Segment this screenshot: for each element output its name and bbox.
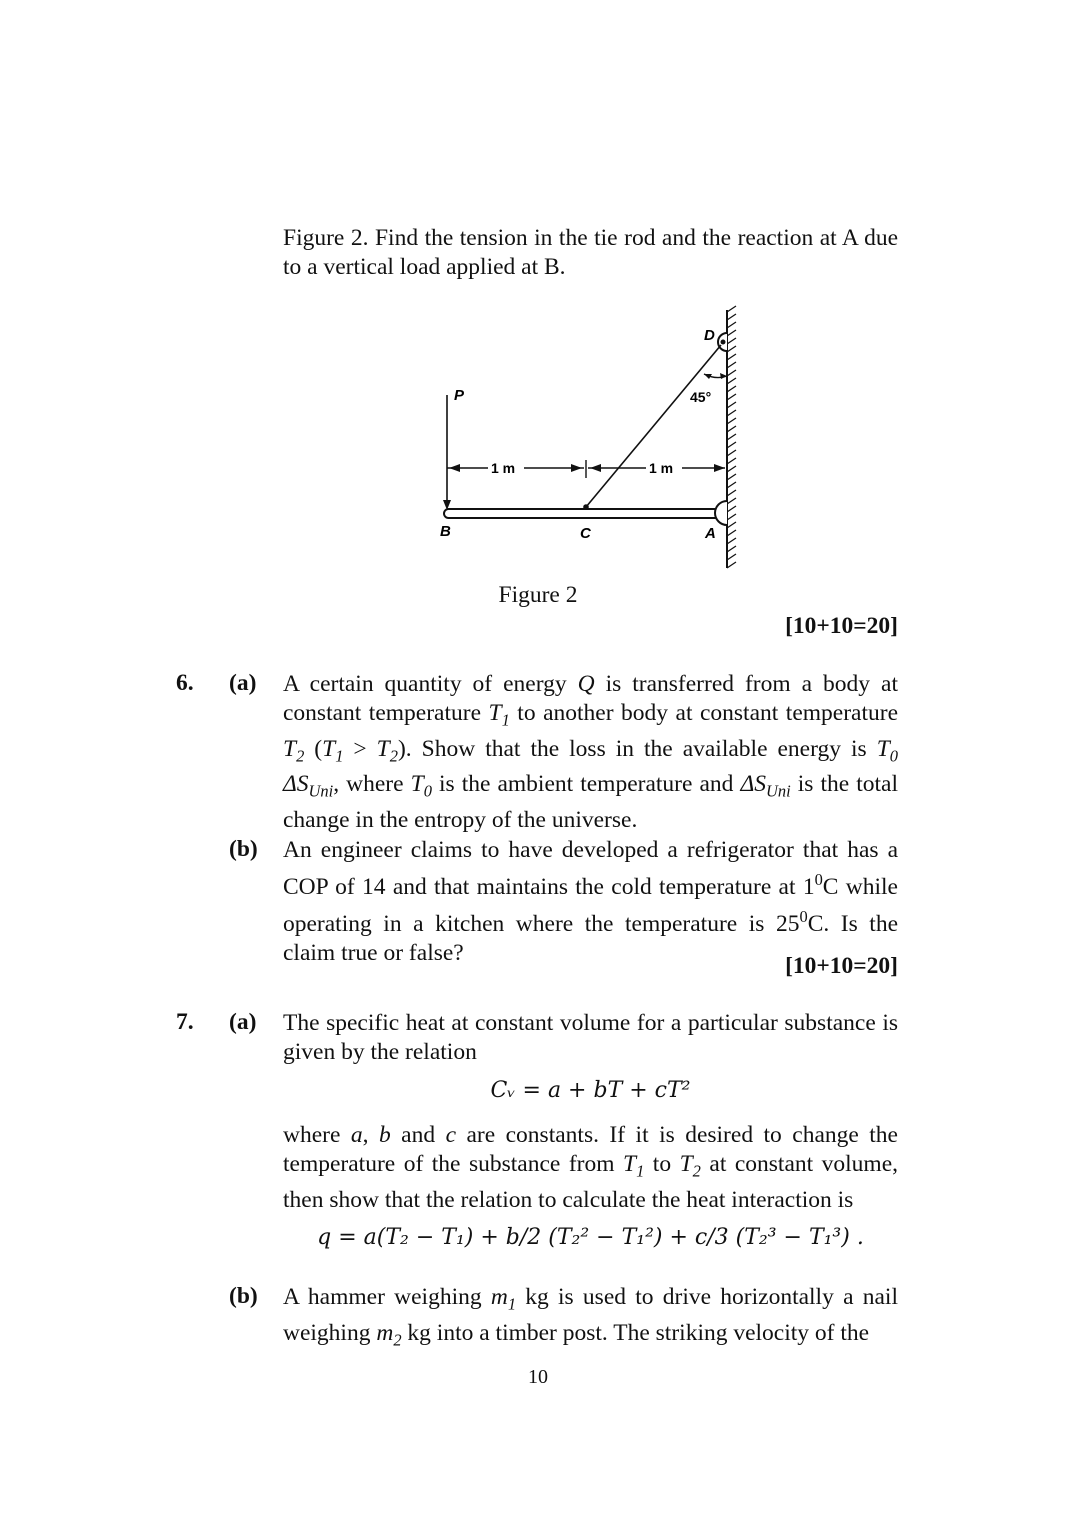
q6-part-b-text: An engineer claims to have developed a refrigerator that has a COP of 14 and that maintains the cold temperature at $1^0C$ while operating in a kitchen where the temperature is $25^0C$. Is the claim true or false? bbox=[283, 837, 899, 966]
figure-2-diagram bbox=[420, 300, 750, 575]
q7-part-a-label: (a) bbox=[229, 1009, 257, 1035]
question-6-number: 6. bbox=[176, 670, 194, 696]
equation-heat: q = a(T₂ − T₁) + b/2 (T₂² − T₁²) + c/3 (T₂³ − T₁³) . bbox=[317, 1225, 864, 1250]
page-number: 10 bbox=[528, 1366, 548, 1388]
equation-cv: Cᵥ = a + bT + cT² bbox=[490, 1078, 691, 1103]
label-B: B bbox=[440, 523, 451, 540]
hinge-A bbox=[715, 501, 727, 525]
tie-rod bbox=[586, 345, 721, 507]
marks-q6: [10+10=20] bbox=[785, 953, 898, 979]
point-C bbox=[583, 504, 589, 510]
figure-caption: Figure 2 bbox=[498, 582, 578, 608]
label-A: A bbox=[705, 525, 716, 542]
q7-part-a-text: The specific heat at constant volume for a particular substance is given by the relation bbox=[283, 1010, 898, 1065]
label-angle: 45° bbox=[690, 389, 712, 405]
label-dim1: 1 m bbox=[491, 460, 516, 476]
label-D: D bbox=[704, 327, 715, 344]
beam bbox=[444, 509, 727, 518]
q7-part-b-label: (b) bbox=[229, 1283, 258, 1309]
marks-q5: [10+10=20] bbox=[785, 613, 898, 639]
q6-part-b-label: (b) bbox=[229, 836, 258, 862]
q7-part-b-text: A hammer weighing $m_1$ kg is used to drive horizontally a nail weighing $m_2$ kg into a timber post. The striking velocity of the bbox=[283, 1284, 898, 1350]
label-C: C bbox=[580, 525, 591, 542]
q7-part-a-text-2: where a, b and c are constants. If it is desired to change the temperature of the substance from $T_1$ to $T_2$ at constant volume, then show that the relation to calculate the heat interaction is bbox=[283, 1122, 899, 1213]
label-P: P bbox=[454, 387, 465, 404]
q6-part-a-text: A certain quantity of energy Q is transferred from a body at constant temperature $T_1$ to another body at constant temperature $T_2$ $(T_1 > T_2)$. Show that the loss in the available energy is $T_0$ $\Delta S_{Uni}$, where $T_0$ is the ambient temperature and $\Delta S_{Uni}$ is the total change in the entropy of the universe. bbox=[283, 671, 898, 834]
question-7-number: 7. bbox=[176, 1009, 194, 1035]
q6-part-a-label: (a) bbox=[229, 670, 257, 696]
wall-hatching bbox=[727, 306, 736, 568]
label-dim2: 1 m bbox=[649, 460, 674, 476]
intro-paragraph: Figure 2. Find the tension in the tie rod and the reaction at A due to a vertical load applied at B. bbox=[283, 225, 898, 280]
